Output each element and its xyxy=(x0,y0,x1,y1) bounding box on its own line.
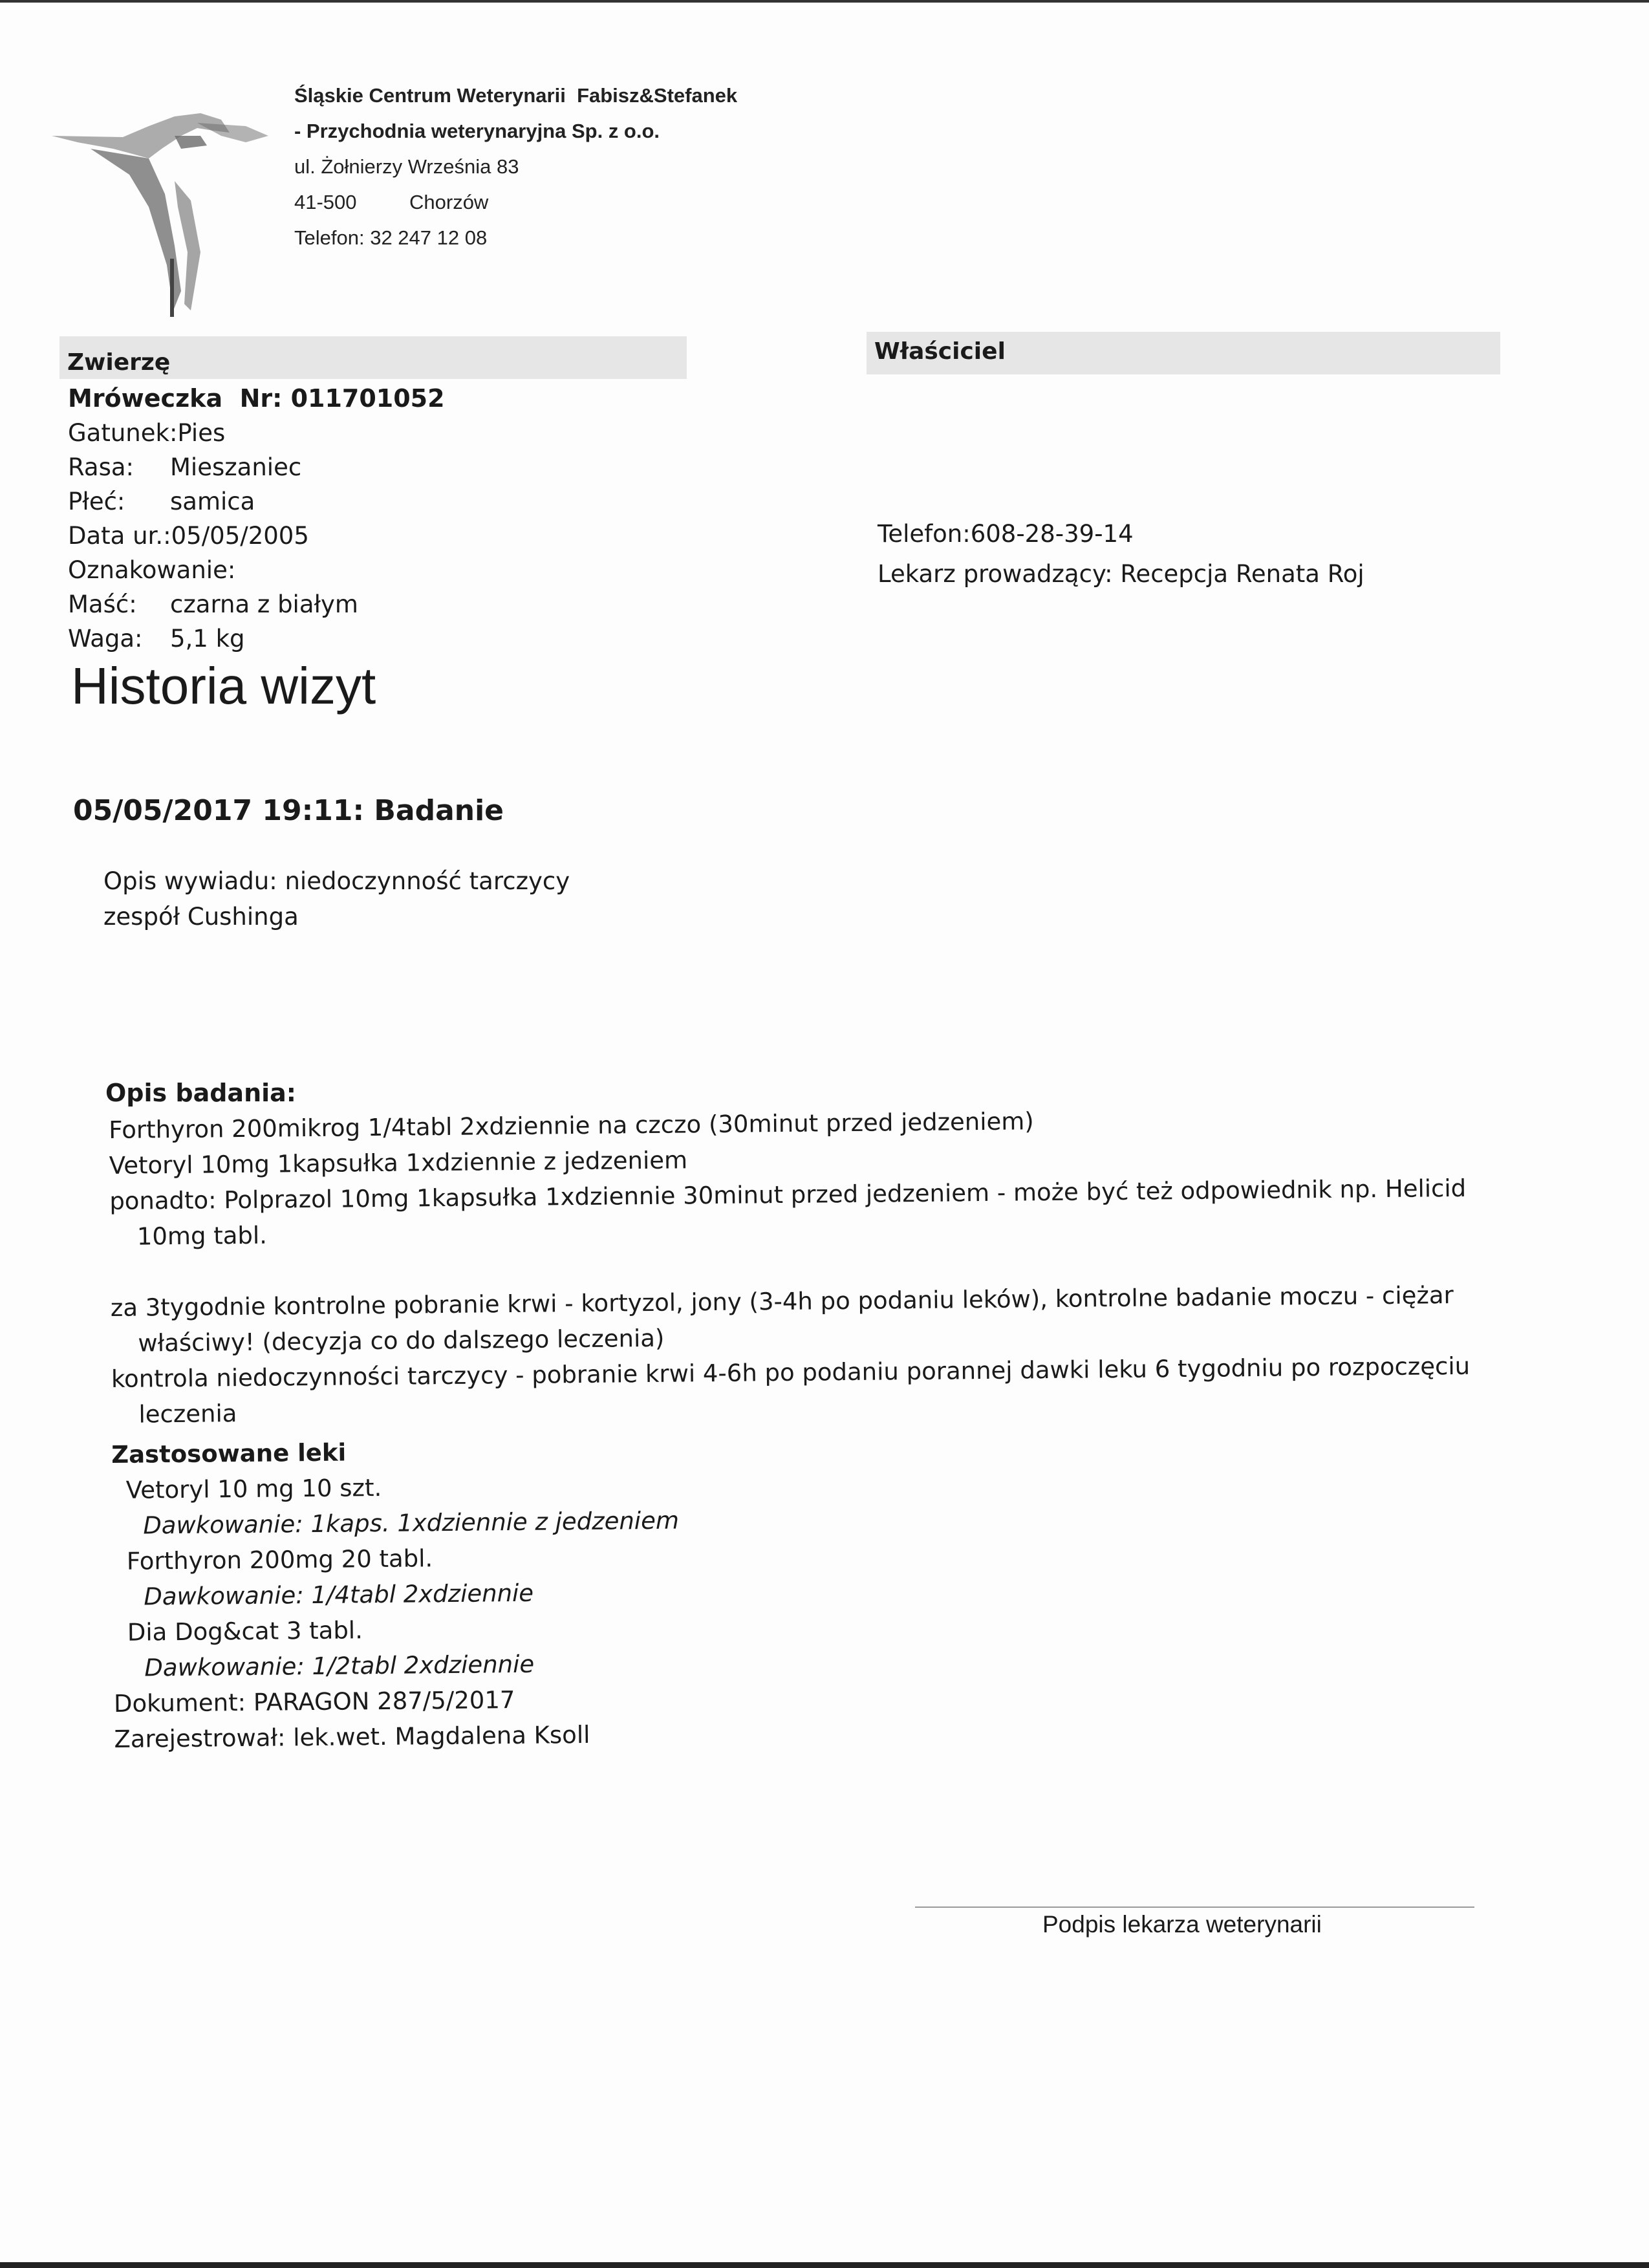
interview-line-2: zespół Cushinga xyxy=(103,903,299,931)
animal-name: Mróweczka xyxy=(68,384,223,413)
owner-header-band xyxy=(867,332,1500,374)
registered-label: Zarejestrował: xyxy=(114,1723,286,1753)
owner-details xyxy=(878,514,1364,594)
scan-edge-bottom xyxy=(0,2262,1649,2268)
clinic-postal-code: 41-500 xyxy=(294,191,357,213)
weight-value: 5,1 kg xyxy=(170,625,245,653)
meds-section xyxy=(111,1432,681,1757)
signature-line xyxy=(915,1906,1474,1908)
med-dose: Dawkowanie: 1/2tabl 2xdziennie xyxy=(144,1650,535,1682)
interview-section xyxy=(103,863,570,934)
weight-label: Waga: xyxy=(68,625,143,653)
owner-phone: 608-28-39-14 xyxy=(970,520,1134,548)
meds-label: Zastosowane leki xyxy=(111,1438,347,1469)
exam-line: właściwy! (decyzja co do dalszego leczenia) xyxy=(138,1324,665,1357)
document-label: Dokument: xyxy=(113,1689,246,1718)
med-name: Forthyron 200mg 20 tabl. xyxy=(126,1544,433,1575)
clinic-phone: 32 247 12 08 xyxy=(370,226,488,249)
breed-label: Rasa: xyxy=(68,453,134,481)
med-name: Vetoryl 10 mg 10 szt. xyxy=(125,1473,382,1504)
species-label: Gatunek: xyxy=(68,419,178,447)
coat-value: czarna z białym xyxy=(170,590,358,618)
birth-label: Data ur.: xyxy=(68,522,171,550)
animal-header-band xyxy=(59,336,687,379)
exam-label: Opis badania: xyxy=(105,1079,296,1107)
coat-label: Maść: xyxy=(68,590,137,618)
exam-line: Forthyron 200mikrog 1/4tabl 2xdziennie na czczo (30minut przed jedzeniem) xyxy=(109,1107,1034,1144)
animal-nr-label: Nr: xyxy=(239,384,283,413)
marking-label: Oznakowanie: xyxy=(68,556,236,584)
owner-phone-label: Telefon: xyxy=(878,520,971,548)
doctor-label: Lekarz prowadzący: xyxy=(878,560,1113,588)
exam-line: leczenia xyxy=(138,1399,237,1429)
animal-nr: 011701052 xyxy=(290,384,445,413)
exam-section xyxy=(109,1099,1502,1432)
interview-line-1: niedoczynność tarczycy xyxy=(285,867,570,895)
clinic-name: Śląskie Centrum Weterynarii xyxy=(294,84,566,107)
animal-details xyxy=(68,382,445,656)
clinic-logo xyxy=(52,97,297,317)
clinic-phone-label: Telefon: xyxy=(294,226,365,249)
clinic-subtitle: - Przychodnia weterynaryjna Sp. z o.o. xyxy=(294,120,660,142)
scan-edge-top xyxy=(0,0,1649,3)
exam-line: za 3tygodnie kontrolne pobranie krwi - kortyzol, jony (3-4h po podaniu leków), kontrolne badanie moczu - ciężar xyxy=(110,1281,1454,1322)
interview-label: Opis wywiadu: xyxy=(103,867,277,895)
sex-label: Płeć: xyxy=(68,488,125,515)
med-name: Dia Dog&cat 3 tabl. xyxy=(127,1616,363,1647)
exam-line: kontrola niedoczynności tarczycy - pobranie krwi 4-6h po podaniu porannej dawki leku 6 tygodniu po rozpoczęciu xyxy=(111,1352,1471,1393)
clinic-owner-names: Fabisz&Stefanek xyxy=(577,84,738,107)
species-value: Pies xyxy=(177,419,226,447)
exam-line: Vetoryl 10mg 1kapsułka 1xdziennie z jedzeniem xyxy=(109,1146,688,1180)
animal-header: Zwierzę xyxy=(67,349,171,376)
visit-title: 05/05/2017 19:11: Badanie xyxy=(73,794,504,827)
sex-value: samica xyxy=(170,488,255,515)
clinic-header xyxy=(294,78,737,255)
registered-value: lek.wet. Magdalena Ksoll xyxy=(293,1720,590,1752)
signature-label: Podpis lekarza weterynarii xyxy=(1042,1911,1322,1938)
clinic-city: Chorzów xyxy=(409,191,489,213)
med-dose: Dawkowanie: 1kaps. 1xdziennie z jedzeniem xyxy=(143,1506,680,1540)
exam-line: 10mg tabl. xyxy=(136,1221,268,1251)
history-title: Historia wizyt xyxy=(71,657,376,715)
doctor-value: Recepcja Renata Roj xyxy=(1120,560,1364,588)
owner-header: Właściciel xyxy=(874,338,1006,365)
exam-line: ponadto: Polprazol 10mg 1kapsułka 1xdziennie 30minut przed jedzeniem - może być też odpowiednik np. Helicid xyxy=(109,1174,1467,1215)
birth-value: 05/05/2005 xyxy=(171,522,309,550)
document-value: PARAGON 287/5/2017 xyxy=(253,1686,515,1716)
clinic-street: ul. Żołnierzy Września 83 xyxy=(294,155,519,178)
med-dose: Dawkowanie: 1/4tabl 2xdziennie xyxy=(144,1579,534,1611)
breed-value: Mieszaniec xyxy=(170,453,302,481)
